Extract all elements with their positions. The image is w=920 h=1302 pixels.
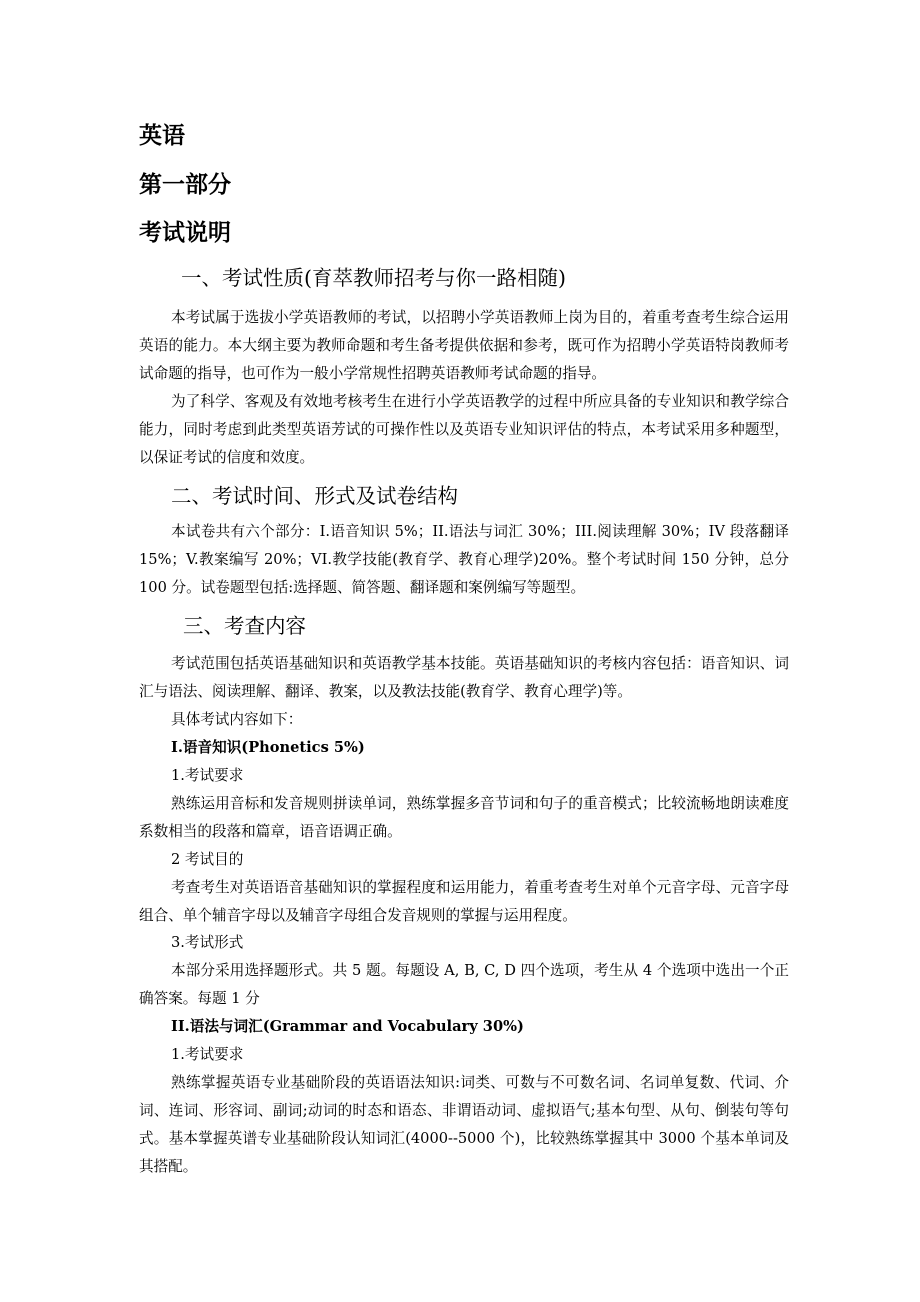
section1-paragraph-2: 为了科学、客观及有效地考核考生在进行小学英语教学的过程中所应具备的专业知识和教学综合能力，同时考虑到此类型英语芳试的可操作性以及英语专业知识评估的特点，本考试采用多种题型，以保证考试的信度和效度。 (139, 393, 789, 466)
part2-requirement-label: 1.考试要求 (171, 1046, 244, 1063)
part1-aim-text: 考查考生对英语语音基础知识的掌握程度和运用能力，着重考查考生对单个元音字母、元音字母组合、单个辅音字母以及辅音字母组合发音规则的掌握与运用程度。 (139, 879, 789, 924)
section2-title: 二、考试时间、形式及试卷结构 (171, 484, 458, 508)
part-heading: 第一部分 (139, 172, 231, 198)
section3-paragraph-2: 具体考试内容如下： (171, 711, 303, 728)
section3-paragraph-1: 考试范围包括英语基础知识和英语教学基本技能。英语基础知识的考核内容包括：语音知识、词汇与语法、阅读理解、翻译、教案，以及教法技能(教育学、教育心理学)等。 (139, 655, 789, 700)
section3-title: 三、考查内容 (183, 614, 306, 638)
part1-form-label: 3.考试形式 (171, 934, 244, 951)
part1-requirement-text: 熟练运用音标和发音规则拼读单词，熟练掌握多音节词和句子的重音模式；比较流畅地朗读难度系数相当的段落和篇章，语音语调正确。 (139, 795, 789, 840)
part2-requirement-text: 熟练掌握英语专业基础阶段的英语语法知识:词类、可数与不可数名词、名词单复数、代词、介词、连词、形容词、副词;动词的时态和语态、非谓语动词、虚拟语气;基本句型、从句、倒装句等句式。基本掌握英谱专业基础阶段认知词汇(4000--5000 个)，比较熟练掌握其中 3000 个基本单词及其搭配。 (139, 1074, 789, 1175)
part1-requirement-label: 1.考试要求 (171, 767, 244, 784)
title-heading: 考试说明 (139, 220, 231, 246)
section2-paragraph-1: 本试卷共有六个部分：I.语音知识 5%；II.语法与词汇 30%；III.阅读理解 30%；IV 段落翻译 15%；V.教案编写 20%；VI.教学技能(教育学、教育心理学)20%。整个考试时间 150 分钟，总分 100 分。试卷题型包括:选择题、简答题、翻译题和案例编写等题型。 (139, 523, 789, 596)
part1-aim-label: 2 考试目的 (171, 851, 244, 868)
section1-paragraph-1: 本考试属于选拔小学英语教师的考试，以招聘小学英语教师上岗为目的，着重考查考生综合运用英语的能力。本大纲主要为教师命题和考生备考提供依据和参考，既可作为招聘小学英语特岗教师考试命题的指导，也可作为一般小学常规性招聘英语教师考试命题的指导。 (139, 309, 789, 382)
part2-title: II.语法与词汇(Grammar and Vocabulary 30%) (171, 1018, 524, 1035)
part1-form-text: 本部分采用选择题形式。共 5 题。每题设 A, B, C, D 四个选项，考生从 4 个选项中选出一个正确答案。每题 1 分 (139, 962, 789, 1007)
part1-title: I.语音知识(Phonetics 5%) (171, 739, 365, 756)
subject-heading: 英语 (139, 123, 185, 149)
section1-title: 一、考试性质(育萃教师招考与你一路相随) (181, 266, 566, 290)
